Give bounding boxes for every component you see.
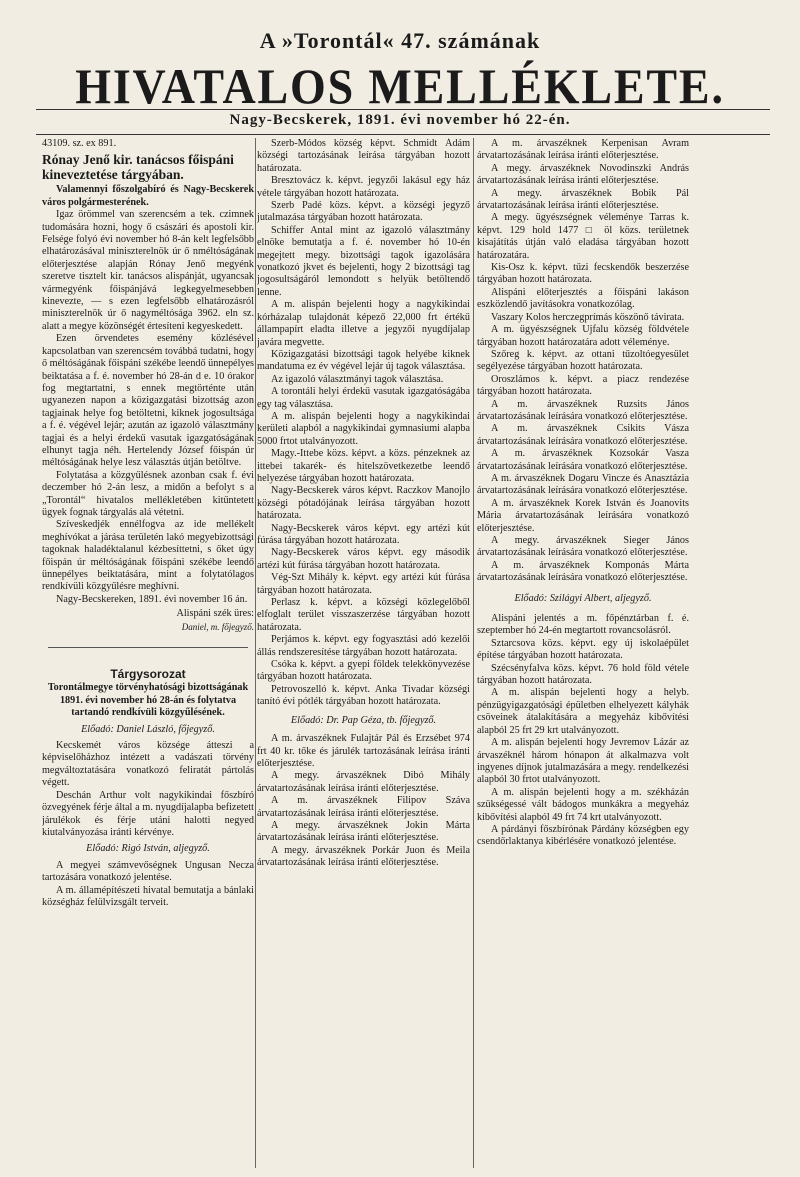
- masthead-title: HIVATALOS MELLÉKLETE.: [75, 58, 725, 114]
- agenda-item: A m. árvaszéknek Kozsokár Vasza árvatartozásának leírására vonatkozó előterjesztése.: [477, 448, 689, 472]
- agenda-item: Sztarcsova közs. képvt. egy új iskolaépület építése tárgyában hozott határozata.: [477, 637, 689, 662]
- agenda-list: [477, 613, 689, 849]
- agenda-item: A megy. árvaszéknek Dibó Mihály árvatartozásának leírása iránti előterjesztése.: [257, 770, 470, 794]
- agenda-item: A megy. árvaszéknek Novodinszki András árvatartozásának leírása iránti előterjesztése.: [477, 162, 689, 187]
- agenda-item: Kecskemét város községe átteszi a képviselőházhoz intézett a vadászati törvény megváltoztatására vonatkozó feliratát pártolás végett.: [42, 740, 254, 789]
- paragraph: Folytatása a közgyűlésnek azonban csak f. évi deczember hó 2-án lesz, a midőn a befolyt s a „Torontál“ hivatalos mellékletében kitűntetett ügyek fognak tárgyalás alá vétetni.: [42, 469, 254, 518]
- agenda-item: Kis-Osz k. képvt. tűzi fecskendők beszerzése tárgyában hozott határozata.: [477, 262, 689, 286]
- agenda-item: Közigazgatási bizottsági tagok helyébe kiknek mandatuma ez év végével lejár új tagok választása.: [257, 348, 470, 373]
- agenda-item: A m. árvaszéknek Kerpenisan Avram árvatartozásának leírása iránti előterjesztése.: [477, 138, 689, 162]
- agenda-item: A m. árvaszéknek Komponás Márta árvatartozásának leírására vonatkozó előterjesztése.: [477, 559, 689, 584]
- agenda-item: A m. alispán bejelenti hogy Jevremov Lázár az árvaszéknél három hónapon át alkalmazva volt ingyenes díjnok jutalmazására a megy. rendelkezési alapból 30 frtot utalványozott.: [477, 737, 689, 786]
- agenda-item: Csóka k. képvt. a gyepi földek telekkönyvezése tárgyában hozott határozata.: [257, 659, 470, 683]
- agenda-item: Nagy-Becskerek város képvt. egy második artézi kút fúrása tárgyában hozott határozata.: [257, 547, 470, 571]
- agenda-item: A m. árvaszéknek Korek István és Joanovits Mária árvatartozásának leírására vonatkozó előterjesztése.: [477, 497, 689, 534]
- paragraph: Ezen örvendetes esemény közlésével kapcsolatban van szerencsém továbbá tudatni, hogy ő méltóságának főispáni székébe leendő ünnepélyes beiktatása a f. é. november hó 28-án d e. 10 órakor fog megtartatni, s ennek megtörténte után ugyanezen napon a közigazgatási bizottság azon tagjainak helye fog betöltetni, kiknek jogosultsága a f. é. végével lejár; azután az igazoló választmány tagjai és a helyi érdekű vasutak igazgatóságának elhunyt tagja néh. Hertelendy József főispán úr méltóságának helye lesz választás útján betöltve.: [42, 333, 254, 469]
- agenda-item: A m. árvaszéknek Fulajtár Pál és Erzsébet 974 frt 40 kr. tőke és járulék tartozásának leírása iránti előterjesztése.: [257, 733, 470, 769]
- agenda-item: A m. árvaszéknek Dogaru Vincze és Anasztázia árvatartozásának leírására vonatkozó előterjesztése.: [477, 472, 689, 497]
- signature-name: Daniel, m. főjegyző.: [181, 621, 254, 632]
- agenda-item: A megy. árvaszéknek Sieger János árvatartozásának leírására vonatkozó előterjesztése.: [477, 535, 689, 559]
- dateline: Nagy-Becskerek, 1891. évi november hó 22-én.: [229, 112, 571, 128]
- agenda-item: Petrovoszelló k. képvt. Anka Tivadar községi tanító évi pótlék tárgyában hozott határozata.: [257, 683, 470, 708]
- agenda-item: Schiffer Antal mint az igazoló választmány elnöke bemutatja a f. é. november hó 10-én megejtett megy. bizottsági tagok igazolására vonatkozó jkvet és bejelenti, hogy 2 bizottsági tag jogosultságáról lemondott s helyük betöltendő lenne.: [257, 224, 470, 298]
- agenda-item: A megy. árvaszéknek Bobik Pál árvatartozásának leírása iránti előterjesztése.: [477, 187, 689, 212]
- agenda-item: A torontáli helyi érdekű vasutak igazgatóságába egy tag választása.: [257, 386, 470, 410]
- agenda-item: A m. ügyészségnek Ujfalu község földvétele tárgyában hozott határozatára adott véleménye.: [477, 324, 689, 348]
- masthead-rule-bottom: [36, 134, 770, 135]
- agenda-item: Vég-Szt Mihály k. képvt. egy artézi kút fúrása tárgyában hozott határozata.: [257, 572, 470, 596]
- agenda-item: Szerb-Módos község képvt. Schmidt Ádám községi tartozásának leírása tárgyában hozott határozata.: [257, 138, 470, 174]
- agenda-item: Az igazoló választmányi tagok választása.: [271, 373, 444, 385]
- paragraph: Igaz örömmel van szerencsém a tek. czimnek tudomására hozni, hogy ő császári és apostoli kir. Felsége folyó évi november hó 8-án kelt legfelsőbb elhatározásával miniszterelnök úr ő nméltóságának előterjesztése alapján Rónay Jenő megyénk szeretve tisztelt kir. tanácsos alispánját, ugyancsak vármegyénk főispánjává legkegyelmesebben kinevezte, — s ezen legfelsőbb elhatározásról miniszterelnök úr ő nagyméltósága 3962. eln sz. alatt a megye közönségét értesíteni kegyeskedett.: [42, 209, 254, 332]
- column-1: [42, 138, 254, 1168]
- agenda-item: A m. árvaszéknek Filipov Száva árvatartozásának leírása iránti előterjesztése.: [257, 795, 470, 819]
- paragraph: Nagy-Becskereken, 1891. évi november 16 án.: [56, 593, 248, 605]
- section-heading: Tárgysorozat: [110, 667, 186, 682]
- agenda-item: A m. alispán bejelenti hogy a m. székházán szükségessé vált bádogos munkákra a megyeház kibővítési alapból 49 frt 74 krt utalványozott.: [477, 786, 689, 823]
- agenda-list: [257, 733, 470, 869]
- paragraph: Szíveskedjék ennélfogva az ide mellékelt meghívókat a járása területén lakó megyebizottsági tagoknak haladéktalanul kézbesíttetni, s őket úgy főispán úr méltóságának főispáni székébe leendő ünnepélyes beiktatására, mint a folytatólagos rendkívüli közgyűlésre meghívni.: [42, 519, 254, 593]
- agenda-item: Alispáni előterjesztés a főispáni lakáson eszközlendő javításokra vonatkozólag.: [477, 286, 689, 311]
- agenda-item: A megy. ügyészségnek véleménye Tarras k. képvt. 129 hold 1477 □ öl közs. területnek kisajátítás útján való eladása tárgyában hozott határozatára.: [477, 212, 689, 261]
- agenda-item: Deschán Arthur volt nagykikindai főszbíró özvegyének férje által a m. nyugdíjalapba befizetett járulékok és férje utáni halotti negyed kiutalványozása iránti kérvénye.: [42, 789, 254, 838]
- agenda-item: Perjámos k. képvt. egy fogyasztási adó kezelői állás rendszeresítése tárgyában hozott határozata.: [257, 634, 470, 658]
- column-divider: [255, 138, 256, 1168]
- agenda-item: A párdányi főszbírónak Párdány községben egy csendőrlaktanya kibérlésére vonatkozó jelentése.: [477, 823, 689, 848]
- speaker-line: Előadó: Rigó István, aljegyző.: [86, 843, 210, 855]
- agenda-item: A m. alispán bejelenti hogy a helyb. pénzügyigazgatósági épületben elhelyezett kályhák csöveinek átalakítására a megyeház kibővítési alapból 25 frt 29 krt utalványozott.: [477, 687, 689, 736]
- column-3: [477, 138, 689, 1168]
- agenda-item: Nagy-Becskerek város képvt. egy artézi kút fúrása tárgyában hozott határozata.: [257, 522, 470, 546]
- agenda-item: A megy. árvaszéknek Jokin Márta árvatartozásának leírása iránti előterjesztése.: [257, 819, 470, 844]
- agenda-item: Oroszlámos k. képvt. a piacz rendezése tárgyában hozott határozata.: [477, 373, 689, 398]
- masthead-rule-top: [36, 109, 770, 110]
- document-reference: 43109. sz. ex 891.: [42, 138, 117, 149]
- agenda-item: Alispáni jelentés a m. főpénztárban f. é. szeptember hó 24-én megtartott rovancsolásról.: [477, 613, 689, 637]
- agenda-item: Nagy-Becskerek város képvt. Raczkov Manojlo községi pótadójának leírása tárgyában hozott határozata.: [257, 485, 470, 522]
- agenda-item: A m. államépítészeti hivatal bemutatja a bánlaki községház felülvizsgált terveit.: [42, 884, 254, 908]
- agenda-item: Magy.-Ittebe közs. képvt. a közs. pénzeknek az ittebei takarék- és hitelszövetkezetbe leendő helyezése tárgyában hozott határozata.: [257, 448, 470, 484]
- agenda-item: A m. alispán bejelenti hogy a nagykikindai kórházalap tulajdonát képező 22,000 frt értékű állampapírt eladta illetve a jegyzői nyugdíjalap javára megvette.: [257, 299, 470, 348]
- signature-office: Alispáni szék üres:: [176, 608, 254, 620]
- masthead: [0, 0, 800, 140]
- speaker-line: Előadó: Daniel László, főjegyző.: [81, 723, 215, 735]
- agenda-list: [477, 138, 689, 585]
- article-address: Valamennyi főszolgabíró és Nagy-Becskerek város polgármesterének.: [42, 184, 254, 208]
- column-divider: [473, 138, 474, 1168]
- agenda-list: [257, 138, 470, 709]
- section-divider: [48, 647, 248, 648]
- agenda-item: A megy. árvaszéknek Porkár Juon és Meila árvatartozásának leírása iránti előterjesztése.: [257, 844, 470, 869]
- agenda-item: Perlasz k. képvt. a községi közlegelőből elfoglalt terület visszaszerzése tárgyában hozott határozata.: [257, 597, 470, 633]
- column-2: [257, 138, 470, 1168]
- section-subheading: Torontálmegye törvényhatósági bizottságának 1891. évi november hó 28-án és folytatva tartandó rendkívüli közgyűlésének.: [47, 682, 249, 719]
- agenda-item: A m. alispán bejelenti hogy a nagykikindai kerületi alapból a nagykikindai gymnasiumi alapba 5000 frtot utalványozott.: [257, 410, 470, 447]
- agenda-item: Szerb Padé közs. képvt. a községi jegyző jutalmazása tárgyában hozott határozata.: [257, 200, 470, 224]
- agenda-item: Bresztovácz k. képvt. jegyzői lakásul egy ház vétele tárgyában hozott határozata.: [257, 175, 470, 199]
- agenda-item: Szécsényfalva közs. képvt. 76 hold föld vétele tárgyában hozott határozata.: [477, 662, 689, 687]
- agenda-item: A m. árvaszéknek Csikits Vásza árvatartozásának leírására vonatkozó előterjesztése.: [477, 423, 689, 447]
- masthead-subtitle: A »Torontál« 47. számának: [259, 28, 541, 53]
- agenda-item: Vaszary Kolos herczegprímás köszönő távirata.: [491, 311, 685, 323]
- agenda-item: A megyei számvevőségnek Ungusan Necza tartozására vonatkozó jelentése.: [42, 859, 254, 884]
- article-heading: Rónay Jenő kir. tanácsos főispáni kineveztetése tárgyában.: [42, 152, 234, 183]
- speaker-line: Előadó: Dr. Pap Géza, tb. főjegyző.: [290, 714, 437, 726]
- agenda-item: A m. árvaszéknek Ruzsits János árvatartozásának leírására vonatkozó előterjesztése.: [477, 398, 689, 422]
- agenda-item: Szőreg k. képvt. az ottani tűzoltóegyesület segélyezése tárgyában hozott határozata.: [477, 348, 689, 373]
- speaker-line: Előadó: Szilágyi Albert, aljegyző.: [514, 592, 652, 604]
